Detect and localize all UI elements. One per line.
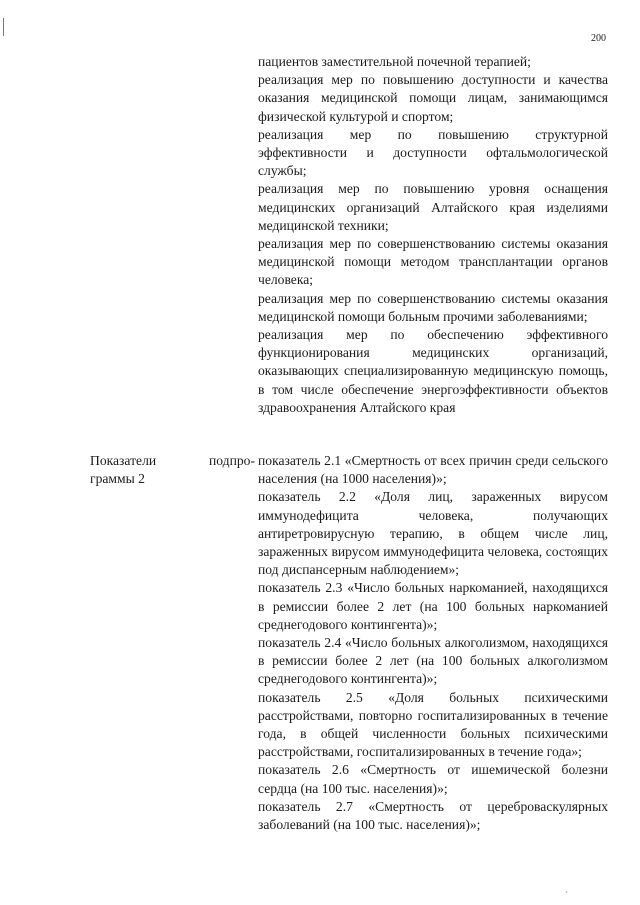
measure-paragraph: реализация мер по повышению структурной эффективности и доступности офтальмологической службы; — [258, 126, 608, 179]
measure-paragraph: пациентов заместительной почечной терапией; — [258, 54, 531, 69]
measure-paragraph: реализация мер по повышению доступности и качества оказания медицинской помощи лицам, занимающимся физической культурой и спортом; — [258, 72, 608, 124]
indicator-paragraph: показатель 2.3 «Число больных наркоманией, находящихся в ремиссии более 2 лет (на 100 больных наркоманией среднегодового контингента)»; — [258, 580, 608, 632]
scan-corner-mark: ˎ — [565, 883, 568, 893]
measure-paragraph: реализация мер по совершенствованию системы оказания медицинской помощи методом трансплантации органов человека; — [258, 236, 608, 288]
page-number: 200 — [591, 33, 606, 44]
row-label-word2: подпро- — [209, 453, 255, 468]
measure-paragraph: реализация мер по обеспечению эффективного функционирования медицинских организаций, оказывающих специализированную медицинскую помощь, в том числе обеспечение энергоэффективности объектов здравоохранения Алтайского края — [258, 327, 608, 415]
indicator-paragraph: показатель 2.6 «Смертность от ишемической болезни сердца (на 100 тыс. населения)»; — [258, 762, 608, 796]
indicator-paragraph: показатель 2.5 «Доля больных психическими расстройствами, повторно госпитализированных в течение года, в общей численности больных психическими расстройствами, госпитализированных в течение года»; — [258, 689, 608, 760]
indicator-paragraph: показатель 2.4 «Число больных алкоголизмом, находящихся в ремиссии более 2 лет (на 100 больных алкоголизмом среднегодового контингента)»; — [258, 635, 608, 687]
indicator-paragraph: показатель 2.1 «Смертность от всех причин среди сельского населения (на 1000 населения)»; — [258, 453, 608, 487]
indicators-list — [258, 452, 608, 834]
measure-paragraph: реализация мер по совершенствованию системы оказания медицинской помощи больным прочими заболеваниями; — [258, 290, 608, 324]
measure-paragraph: реализация мер по повышению уровня оснащения медицинских организаций Алтайского края изделиями медицинской техники; — [258, 181, 608, 233]
row-label-word1: Показатели — [90, 453, 157, 468]
indicator-paragraph: показатель 2.7 «Смертность от цереброваскулярных заболеваний (на 100 тыс. населения)»; — [258, 798, 608, 833]
indicator-paragraph: показатель 2.2 «Доля лиц, зараженных вирусом иммунодефицита человека, получающих антиретровирусную терапию, в общем числе лиц, зараженных вирусом иммунодефицита человека, состоящих под диспансерным наблюдением»; — [258, 489, 608, 578]
measures-list — [258, 53, 608, 417]
indicators-row-label — [90, 452, 255, 488]
row-label-line2: граммы 2 — [90, 471, 145, 487]
scan-edge-mark — [3, 18, 4, 36]
